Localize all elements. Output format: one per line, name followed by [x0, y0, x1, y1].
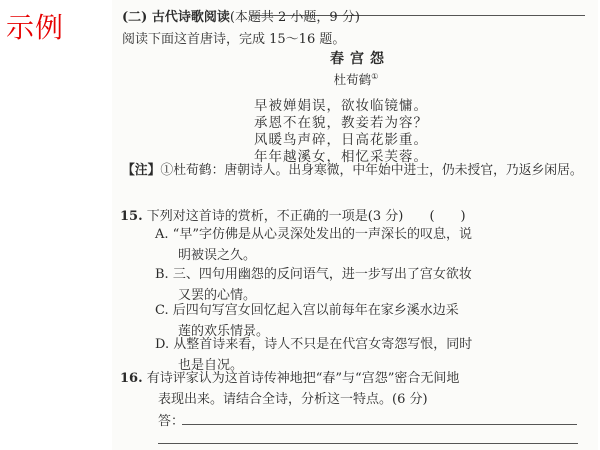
poem-line: 承恩不在貌，教妾若为容？ [254, 115, 428, 131]
answer-label: 答： [158, 414, 185, 429]
option-label: C. [155, 303, 169, 318]
option-text: “早”字仿佛是从心灵深处发出的一声深长的叹息，说 [172, 227, 472, 242]
option-text-cont: 又罢的心情。 [178, 288, 257, 303]
option-text: 从整首诗来看，诗人不只是在代宫女寄怨写恨，同时 [173, 337, 473, 352]
question-text: 下列对这首诗的赏析，不正确的一项是(3 分) [146, 209, 404, 224]
section-title: (二) 古代诗歌阅读 [122, 10, 230, 25]
option-text: 三、四句用幽怨的反问语气，进一步写出了宫女欲妆 [172, 267, 472, 282]
option-a [155, 224, 585, 266]
option-label: D. [155, 337, 170, 352]
question-15-stem [120, 205, 466, 224]
answer-blank: ( ) [429, 209, 466, 224]
option-text: 后四句写宫女回忆起入宫以前每年在家乡溪水边采 [172, 303, 459, 318]
question-text-cont: 表现出来。请结合全诗，分析这一特点。(6 分) [158, 392, 428, 407]
option-text-cont: 明被误之久。 [178, 248, 257, 263]
question-number: 15. [120, 209, 143, 224]
slide-label: 示例 [6, 11, 65, 44]
poem-title: 春宫怨 [330, 51, 390, 67]
question-16 [120, 368, 585, 410]
reading-instruction: 阅读下面这首唐诗，完成 15～16 题。 [122, 32, 346, 47]
option-text-cont: 莲的欢乐情景。 [178, 324, 270, 339]
poem-author [0, 70, 600, 88]
note-marker: ① [371, 71, 379, 81]
question-text: 有诗评家认为这首诗传神地把“春”与“宫怨”密合无间地 [146, 371, 460, 386]
poem-line: 早被婵娟误，欲妆临镜慵。 [254, 98, 428, 114]
option-text-cont: 也是自况。 [178, 358, 244, 373]
note-tag: 【注】 [122, 163, 161, 178]
poem-author-name: 杜荀鹤 [333, 72, 372, 87]
answer-line [158, 443, 578, 444]
note-text: ①杜荀鹤：唐朝诗人。出身寒微，中年始中进士，仍未授官，乃返乡闲居。 [160, 163, 583, 178]
section-meta: (本题共 2 小题，9 分) [229, 10, 360, 25]
section-heading [122, 6, 360, 25]
poem-line: 年年越溪女，相忆采芙蓉。 [254, 149, 428, 165]
option-label: A. [155, 227, 169, 242]
option-label: B. [155, 267, 169, 282]
answer-line [182, 424, 577, 425]
question-number: 16. [120, 371, 143, 386]
poem-note [122, 160, 592, 181]
poem-line: 风暖鸟声碎，日高花影重。 [254, 132, 428, 148]
